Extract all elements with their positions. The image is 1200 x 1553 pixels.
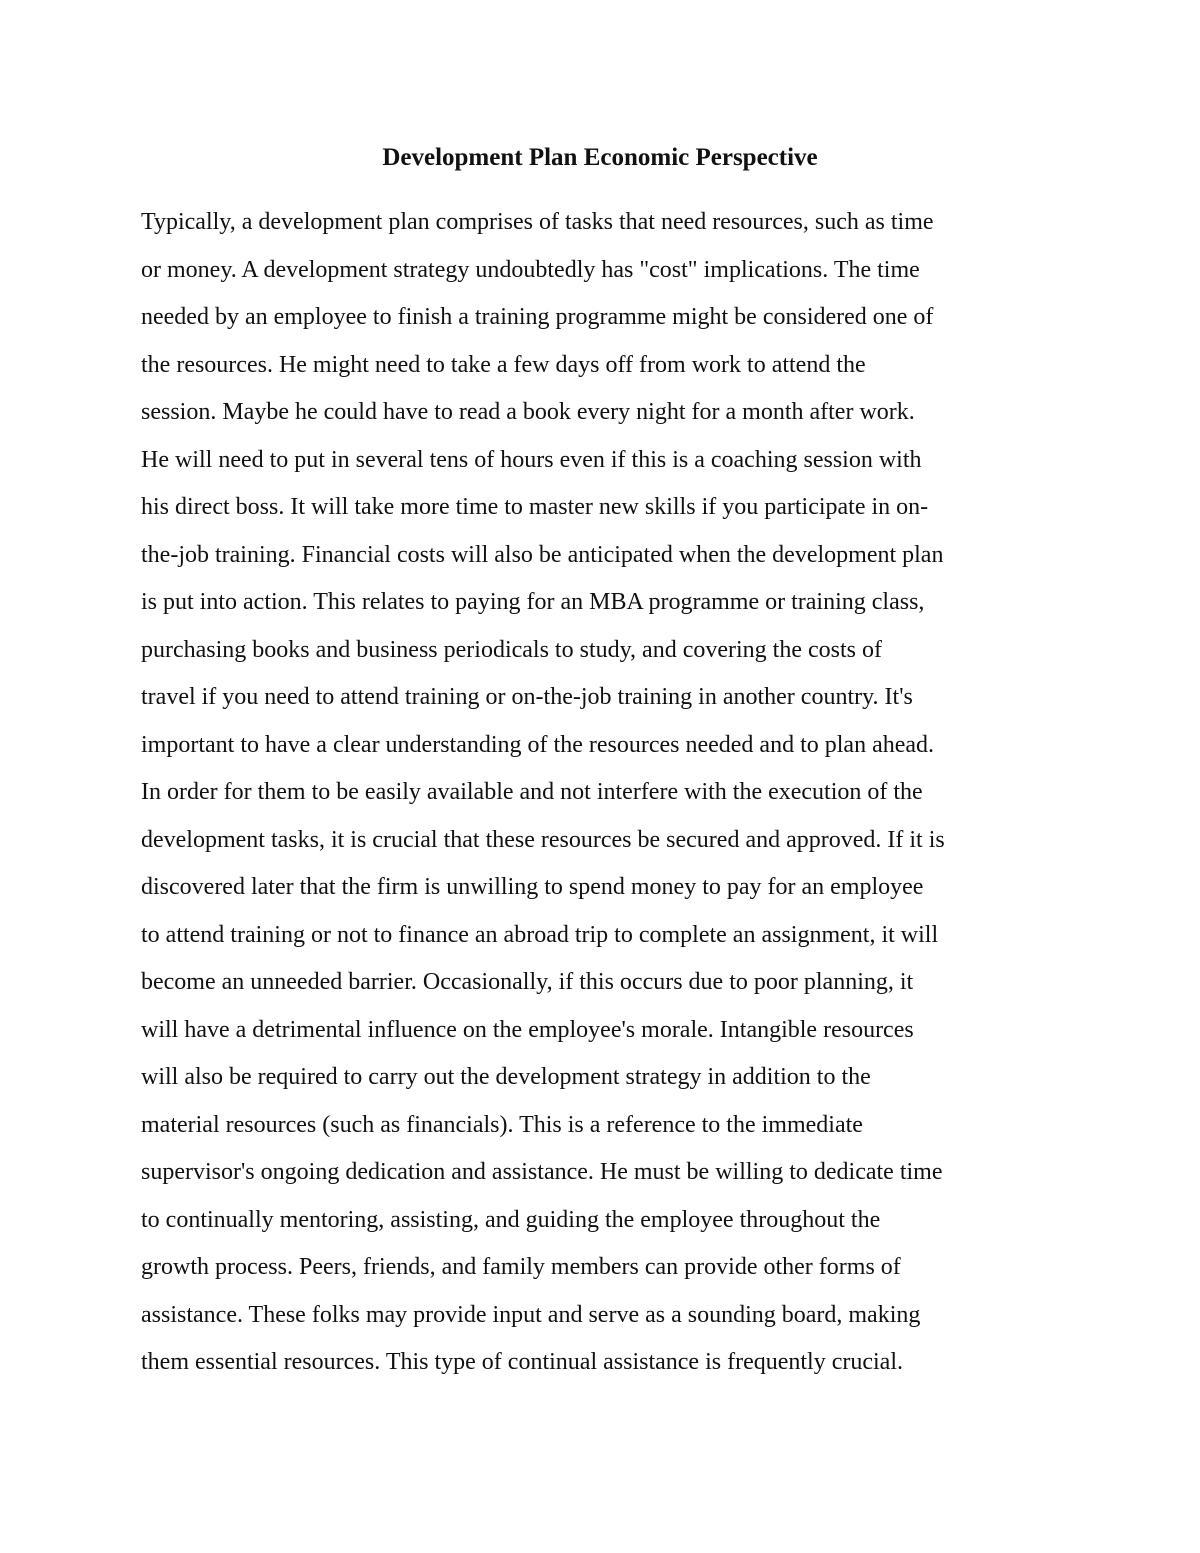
paragraph-line: discovered later that the firm is unwilling to spend money to pay for an employee <box>141 874 924 900</box>
paragraph-line: assistance. These folks may provide input and serve as a sounding board, making <box>141 1301 921 1328</box>
body-paragraph <box>141 199 1101 1387</box>
paragraph-line: He will need to put in several tens of hours even if this is a coaching session with <box>141 446 922 473</box>
paragraph-line: growth process. Peers, friends, and family members can provide other forms of <box>141 1254 901 1280</box>
paragraph-line: supervisor's ongoing dedication and assistance. He must be willing to dedicate time <box>141 1159 943 1185</box>
paragraph-line: will also be required to carry out the development strategy in addition to the <box>141 1064 871 1090</box>
paragraph-line: material resources (such as financials). This is a reference to the immediate <box>141 1111 863 1138</box>
paragraph-line: In order for them to be easily available and not interfere with the execution of the <box>141 779 923 805</box>
paragraph-line: become an unneeded barrier. Occasionally, if this occurs due to poor planning, it <box>141 969 914 995</box>
paragraph-line: travel if you need to attend training or on-the-job training in another country. It's <box>141 684 913 710</box>
paragraph-line: or money. A development strategy undoubtedly has "cost" implications. The time <box>141 256 920 283</box>
paragraph-line: to continually mentoring, assisting, and guiding the employee throughout the <box>141 1206 881 1233</box>
paragraph-line: needed by an employee to finish a training programme might be considered one of <box>141 304 934 330</box>
paragraph-line: important to have a clear understanding of the resources needed and to plan ahead. <box>141 731 935 758</box>
paragraph-line: purchasing books and business periodicals to study, and covering the costs of <box>141 636 882 663</box>
paragraph-line: session. Maybe he could have to read a book every night for a month after work. <box>141 399 915 425</box>
paragraph-line: them essential resources. This type of continual assistance is frequently crucial. <box>141 1349 903 1375</box>
paragraph-line: is put into action. This relates to paying for an MBA programme or training class, <box>141 589 925 615</box>
paragraph-line: the resources. He might need to take a few days off from work to attend the <box>141 351 866 378</box>
paragraph-line: his direct boss. It will take more time to master new skills if you participate in on- <box>141 494 929 520</box>
paragraph-line: Typically, a development plan comprises of tasks that need resources, such as time <box>141 209 934 235</box>
paragraph-line: to attend training or not to finance an abroad trip to complete an assignment, it will <box>141 921 939 948</box>
document-title: Development Plan Economic Perspective <box>382 144 818 171</box>
paragraph-line: will have a detrimental influence on the employee's morale. Intangible resources <box>141 1016 914 1043</box>
paragraph-line: the-job training. Financial costs will also be anticipated when the development plan <box>141 541 944 568</box>
paragraph-line: development tasks, it is crucial that these resources be secured and approved. If it is <box>141 826 945 853</box>
